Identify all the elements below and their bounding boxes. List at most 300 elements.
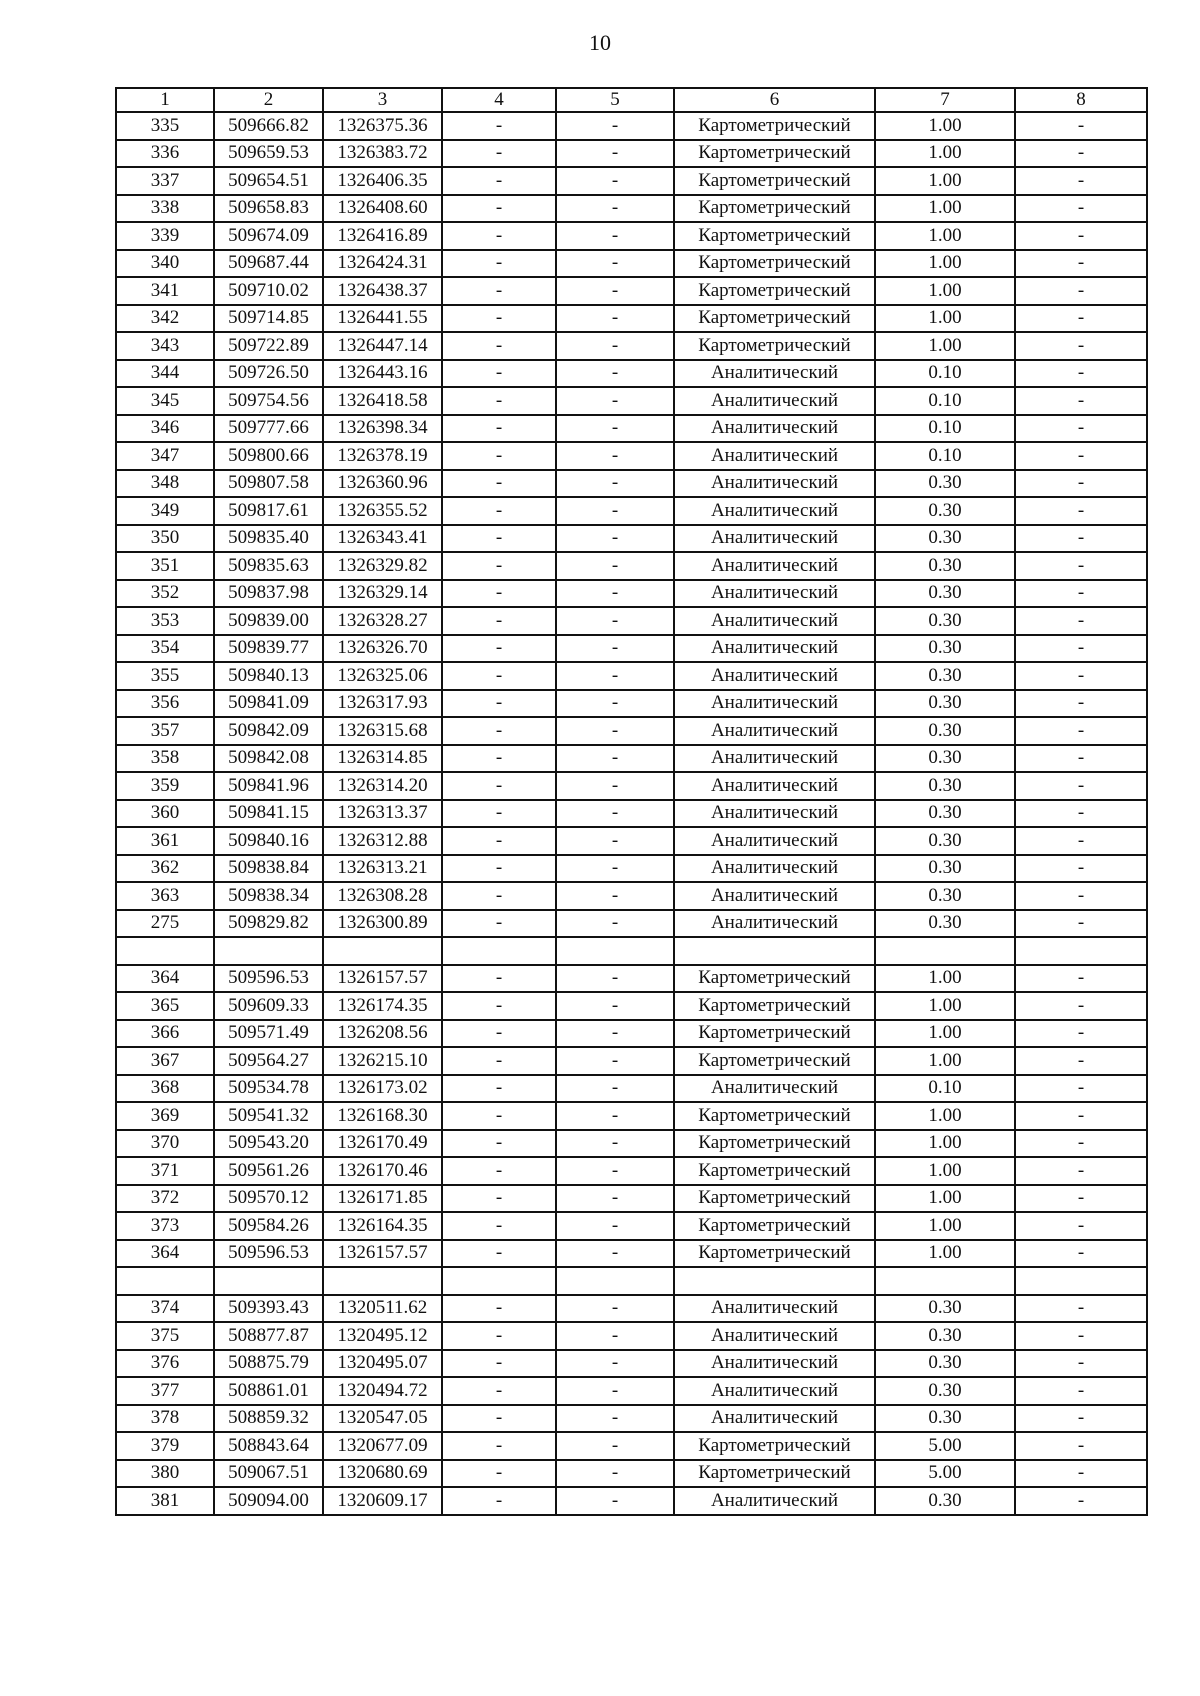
table-row [116,415,1147,443]
table-cell: - [1015,1185,1147,1213]
table-cell: 509839.00 [214,607,323,635]
table-cell: 336 [116,140,214,168]
table-cell: 0.30 [875,882,1015,910]
table-row [116,937,1147,965]
table-row [116,1295,1147,1323]
table-cell: 509596.53 [214,1240,323,1268]
table-cell: - [442,277,556,305]
table-cell: - [442,525,556,553]
table-row [116,140,1147,168]
table-cell: - [442,855,556,883]
table-cell: 509596.53 [214,965,323,993]
table-cell: 356 [116,690,214,718]
column-header: 7 [875,88,1015,112]
table-cell: 1.00 [875,250,1015,278]
table-cell: 1.00 [875,1157,1015,1185]
table-cell: - [442,195,556,223]
table-row [116,1157,1147,1185]
table-row [116,800,1147,828]
table-cell: 1326360.96 [323,470,442,498]
table-cell: - [556,112,674,140]
table-cell: 1326312.88 [323,827,442,855]
table-cell: Аналитический [674,745,875,773]
table-cell: - [556,1047,674,1075]
table-cell: - [556,442,674,470]
table-cell: - [1015,1157,1147,1185]
table-row [116,1212,1147,1240]
table-cell: Аналитический [674,525,875,553]
table-cell: - [1015,360,1147,388]
table-cell: Картометрический [674,222,875,250]
column-header: 2 [214,88,323,112]
table-cell: - [1015,635,1147,663]
table-cell: 373 [116,1212,214,1240]
table-cell: 1326328.27 [323,607,442,635]
table-cell: 1.00 [875,992,1015,1020]
table-cell: - [556,1377,674,1405]
table-cell: 359 [116,772,214,800]
table-cell: - [1015,745,1147,773]
table-cell: Картометрический [674,1130,875,1158]
table-cell: 509817.61 [214,497,323,525]
table-cell: - [442,800,556,828]
table-row [116,1240,1147,1268]
table-cell: - [442,415,556,443]
table-cell: 1326438.37 [323,277,442,305]
table-cell: 1320495.12 [323,1322,442,1350]
table-cell: 508875.79 [214,1350,323,1378]
table-cell: Картометрический [674,1212,875,1240]
table-cell [116,1267,214,1295]
table-cell: 5.00 [875,1432,1015,1460]
table-cell: 377 [116,1377,214,1405]
table-cell: 509800.66 [214,442,323,470]
table-cell [674,1267,875,1295]
table-cell: - [556,827,674,855]
table-cell: 1.00 [875,332,1015,360]
table-cell: 509777.66 [214,415,323,443]
table-cell: 0.30 [875,800,1015,828]
table-cell: 1.00 [875,222,1015,250]
table-cell: 1.00 [875,965,1015,993]
table-cell: - [1015,662,1147,690]
table-cell: - [442,1130,556,1158]
table-cell: Картометрический [674,1020,875,1048]
table-cell: - [442,470,556,498]
table-cell: - [1015,1102,1147,1130]
table-row [116,965,1147,993]
table-cell: - [556,1157,674,1185]
table-cell: - [442,1405,556,1433]
table-cell: Картометрический [674,167,875,195]
table-cell: - [442,1295,556,1323]
table-cell: Аналитический [674,635,875,663]
table-cell: - [1015,992,1147,1020]
table-cell: 1.00 [875,195,1015,223]
table-row [116,360,1147,388]
table-row [116,855,1147,883]
table-cell: - [556,360,674,388]
table-cell: 509666.82 [214,112,323,140]
column-header: 8 [1015,88,1147,112]
table-cell: 509838.34 [214,882,323,910]
table-cell: - [442,662,556,690]
table-cell: - [556,772,674,800]
table-cell: 381 [116,1487,214,1515]
table-cell: 1326208.56 [323,1020,442,1048]
table-row [116,1130,1147,1158]
table-cell: Аналитический [674,772,875,800]
table-cell: 368 [116,1075,214,1103]
table-cell [442,1267,556,1295]
table-cell: 509840.16 [214,827,323,855]
table-cell: 0.30 [875,910,1015,938]
table-cell: - [1015,140,1147,168]
table-cell: 509722.89 [214,332,323,360]
table-cell: - [442,140,556,168]
table-cell: 1326424.31 [323,250,442,278]
table-cell: 347 [116,442,214,470]
table-cell: - [1015,855,1147,883]
table-cell: 1326416.89 [323,222,442,250]
table-cell: Картометрический [674,1157,875,1185]
table-cell: - [1015,717,1147,745]
table-row [116,662,1147,690]
table-cell: 1.00 [875,140,1015,168]
table-cell: 0.10 [875,360,1015,388]
table-cell: 509714.85 [214,305,323,333]
table-cell: 0.30 [875,1350,1015,1378]
table-cell: - [556,1460,674,1488]
table-cell: 1.00 [875,1047,1015,1075]
table-cell: - [1015,1075,1147,1103]
table-cell: 509710.02 [214,277,323,305]
table-cell: 1326174.35 [323,992,442,1020]
table-cell: 509829.82 [214,910,323,938]
table-cell: Картометрический [674,112,875,140]
table-cell: - [556,525,674,553]
table-cell: - [1015,470,1147,498]
table-cell: Аналитический [674,882,875,910]
table-cell: - [442,1487,556,1515]
table-cell: 1326157.57 [323,965,442,993]
table-row [116,1350,1147,1378]
table-cell: Аналитический [674,442,875,470]
table-cell: 509807.58 [214,470,323,498]
table-cell: 1326313.37 [323,800,442,828]
table-cell: 1.00 [875,305,1015,333]
table-cell: 508843.64 [214,1432,323,1460]
table-row [116,1075,1147,1103]
table-row [116,1322,1147,1350]
table-cell: - [556,690,674,718]
table-cell: - [442,442,556,470]
table-cell: - [442,607,556,635]
table-row [116,250,1147,278]
table-row [116,1185,1147,1213]
table-cell: - [556,910,674,938]
table-row [116,1405,1147,1433]
table-cell: 1.00 [875,167,1015,195]
table-cell: 1326164.35 [323,1212,442,1240]
table-cell: - [556,222,674,250]
table-cell: - [442,332,556,360]
table-row [116,690,1147,718]
table-cell: - [442,387,556,415]
table-cell: - [556,1075,674,1103]
table-cell: 366 [116,1020,214,1048]
table-cell: - [1015,195,1147,223]
table-cell: - [1015,167,1147,195]
table-cell: 509654.51 [214,167,323,195]
table-cell: - [1015,1240,1147,1268]
table-cell: - [1015,1487,1147,1515]
table-cell: 376 [116,1350,214,1378]
table-cell: 275 [116,910,214,938]
table-cell: 350 [116,525,214,553]
table-cell: 357 [116,717,214,745]
table-cell: Аналитический [674,470,875,498]
table-cell: 369 [116,1102,214,1130]
table-row [116,112,1147,140]
table-cell: 509609.33 [214,992,323,1020]
table-cell: Аналитический [674,1487,875,1515]
table-cell [116,937,214,965]
table-cell: - [1015,1322,1147,1350]
table-cell: 0.30 [875,1405,1015,1433]
table-cell: 509094.00 [214,1487,323,1515]
table-cell: - [1015,607,1147,635]
table-cell: 509841.09 [214,690,323,718]
table-row [116,470,1147,498]
table-row [116,992,1147,1020]
table-cell: - [442,717,556,745]
table-cell: Аналитический [674,717,875,745]
table-cell: - [1015,112,1147,140]
table-row [116,442,1147,470]
table-cell [875,937,1015,965]
page-number: 10 [589,30,611,55]
table-cell: 1326355.52 [323,497,442,525]
table-cell: 339 [116,222,214,250]
table-cell: 0.30 [875,1377,1015,1405]
table-cell: 1.00 [875,1020,1015,1048]
table-cell: - [442,910,556,938]
table-cell: 1320609.17 [323,1487,442,1515]
table-cell: - [556,992,674,1020]
table-cell: Картометрический [674,1460,875,1488]
table-cell: - [442,745,556,773]
table-cell: Аналитический [674,387,875,415]
table-cell: 1320511.62 [323,1295,442,1323]
table-row [116,882,1147,910]
table-cell: 1326325.06 [323,662,442,690]
table-cell: - [1015,772,1147,800]
table-cell: 0.10 [875,442,1015,470]
table-cell: 363 [116,882,214,910]
table-cell [214,937,323,965]
table-cell: 5.00 [875,1460,1015,1488]
table-cell: 335 [116,112,214,140]
table-cell: 1326170.46 [323,1157,442,1185]
table-cell: 1.00 [875,112,1015,140]
table-cell: 340 [116,250,214,278]
table-cell: - [1015,415,1147,443]
table-cell: 0.30 [875,827,1015,855]
table-cell: 0.30 [875,497,1015,525]
table-cell: - [442,305,556,333]
table-cell: Картометрический [674,250,875,278]
table-cell: 379 [116,1432,214,1460]
table-cell: Аналитический [674,580,875,608]
table-cell: - [442,580,556,608]
table-row [116,635,1147,663]
table-cell: 509543.20 [214,1130,323,1158]
table-cell: - [1015,387,1147,415]
table-cell: 0.30 [875,1487,1015,1515]
table-cell: 1326408.60 [323,195,442,223]
table-row [116,1047,1147,1075]
table-cell: 1.00 [875,1102,1015,1130]
table-cell: - [556,497,674,525]
table-cell: 509839.77 [214,635,323,663]
table-cell: - [442,1157,556,1185]
table-cell: - [1015,250,1147,278]
coordinates-table [115,87,1148,1516]
table-cell: 374 [116,1295,214,1323]
column-header: 6 [674,88,875,112]
table-cell: - [556,965,674,993]
table-cell: 1326168.30 [323,1102,442,1130]
table-cell: 380 [116,1460,214,1488]
table-cell: Картометрический [674,965,875,993]
table-cell: - [442,827,556,855]
table-cell: 509570.12 [214,1185,323,1213]
table-cell: - [556,1102,674,1130]
table-row [116,167,1147,195]
table-cell: 1.00 [875,1130,1015,1158]
table-cell: 1326314.20 [323,772,442,800]
table-cell: - [556,1020,674,1048]
table-cell: - [1015,525,1147,553]
table-cell: 346 [116,415,214,443]
table-cell: Аналитический [674,1377,875,1405]
table-cell: - [556,415,674,443]
table-cell: 509674.09 [214,222,323,250]
table-cell: 509837.98 [214,580,323,608]
table-row [116,1432,1147,1460]
table-cell: 338 [116,195,214,223]
table-cell: - [442,690,556,718]
table-cell: 509841.96 [214,772,323,800]
table-cell: Аналитический [674,800,875,828]
table-cell: 1326308.28 [323,882,442,910]
table-row [116,222,1147,250]
table-cell: 362 [116,855,214,883]
table-cell: - [556,1487,674,1515]
table-cell: - [556,250,674,278]
table-cell: - [1015,827,1147,855]
table-row [116,497,1147,525]
table-cell: - [442,1020,556,1048]
table-cell: 364 [116,965,214,993]
table-cell: - [1015,1377,1147,1405]
table-row [116,1267,1147,1295]
table-cell: Картометрический [674,332,875,360]
table-cell: - [1015,1020,1147,1048]
table-cell: 509393.43 [214,1295,323,1323]
table-cell: Аналитический [674,1350,875,1378]
table-cell: 0.10 [875,415,1015,443]
table-cell: - [1015,332,1147,360]
table-cell: 364 [116,1240,214,1268]
table-row [116,1377,1147,1405]
table-row [116,552,1147,580]
table-cell: - [1015,1212,1147,1240]
table-cell: 1326383.72 [323,140,442,168]
table-cell: Аналитический [674,1075,875,1103]
table-cell: - [442,1432,556,1460]
table-cell: - [1015,552,1147,580]
table-cell [556,937,674,965]
table-cell: - [442,635,556,663]
table-cell: 0.30 [875,1295,1015,1323]
table-cell: 355 [116,662,214,690]
table-cell: 509842.08 [214,745,323,773]
table-cell: 343 [116,332,214,360]
table-row [116,387,1147,415]
table-cell: Картометрический [674,1432,875,1460]
table-cell: 0.30 [875,552,1015,580]
table-cell: 509840.13 [214,662,323,690]
table-cell: - [442,360,556,388]
table-cell: 1326314.85 [323,745,442,773]
table-cell: 1326315.68 [323,717,442,745]
table-cell: 1.00 [875,1240,1015,1268]
table-cell: 509571.49 [214,1020,323,1048]
table-cell: - [442,1460,556,1488]
table-cell: 509835.40 [214,525,323,553]
table-cell: - [1015,305,1147,333]
table-cell: 371 [116,1157,214,1185]
table-cell: 1.00 [875,1185,1015,1213]
table-cell: 358 [116,745,214,773]
table-row [116,607,1147,635]
table-cell: 509726.50 [214,360,323,388]
table-row [116,1460,1147,1488]
table-cell: - [556,635,674,663]
table-row [116,827,1147,855]
table-cell: 353 [116,607,214,635]
table-cell [875,1267,1015,1295]
table-cell [1015,937,1147,965]
table-cell: 1326329.14 [323,580,442,608]
table-cell: Аналитический [674,415,875,443]
table-cell: Аналитический [674,1322,875,1350]
table-cell: - [1015,1295,1147,1323]
table-cell: 1326300.89 [323,910,442,938]
table-cell: 1326398.34 [323,415,442,443]
table-cell: - [556,800,674,828]
table-cell: 509842.09 [214,717,323,745]
table-cell: 1326418.58 [323,387,442,415]
table-cell: 1320494.72 [323,1377,442,1405]
table-cell: 1320677.09 [323,1432,442,1460]
table-cell: - [1015,1405,1147,1433]
table-cell: 375 [116,1322,214,1350]
table-cell: - [556,717,674,745]
table-cell: - [556,1185,674,1213]
